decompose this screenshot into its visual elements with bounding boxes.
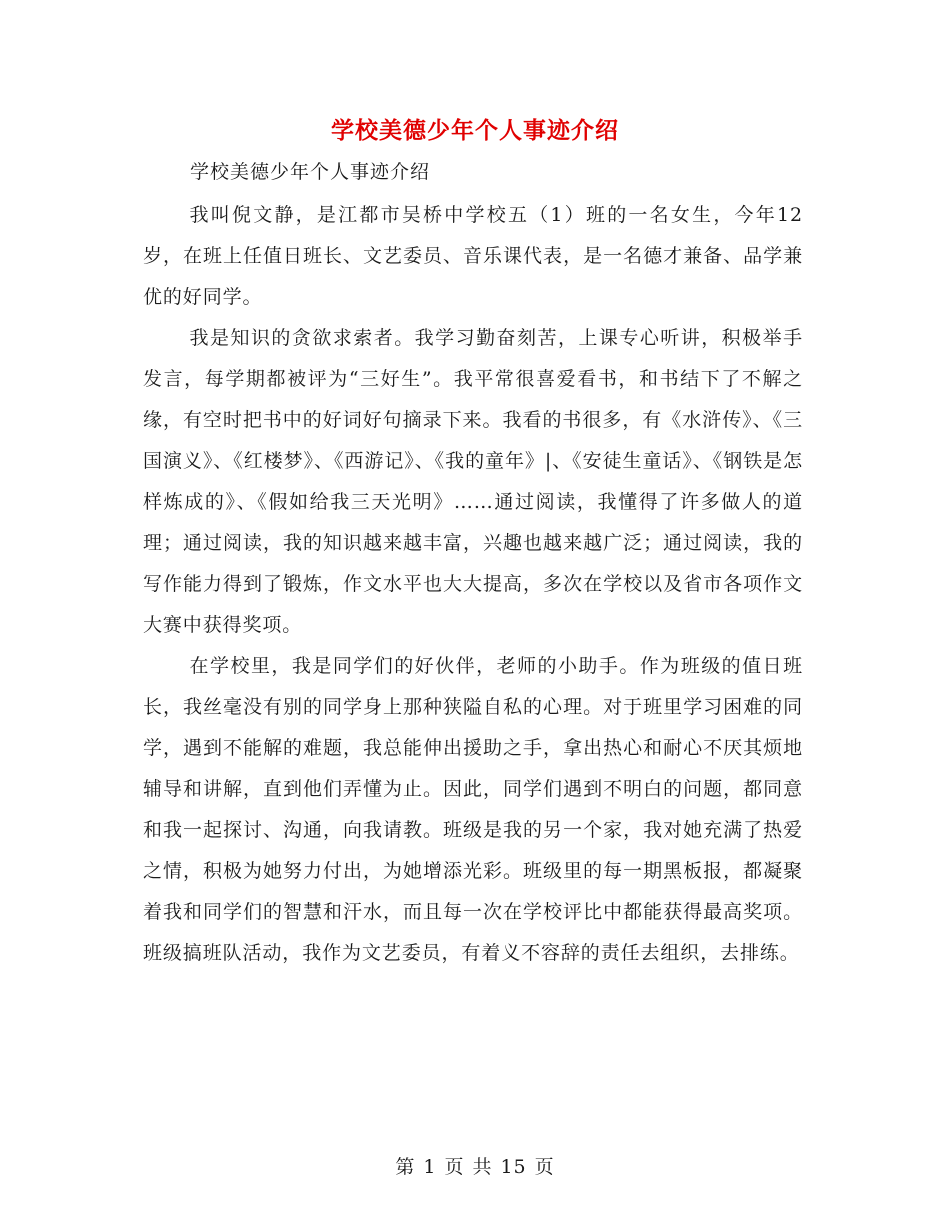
footer-total-pages: 15 bbox=[500, 1156, 527, 1178]
footer-current-page: 1 bbox=[423, 1156, 437, 1178]
paragraph-school: 在学校里，我是同学们的好伙伴，老师的小助手。作为班级的值日班长，我丝毫没有别的同学身上那种狭隘自私的心理。对于班里学习困难的同学，遇到不能解的难题，我总能伸出援助之手，拿出热心和耐心不厌其烦地辅导和讲解，直到他们弄懂为止。因此，同学们遇到不明白的问题，都同意和我一起探讨、沟通，向我请教。班级是我的另一个家，我对她充满了热爱之情，积极为她努力付出，为她增添光彩。班级里的每一期黑板报，都凝聚着我和同学们的智慧和汗水，而且每一次在学校评比中都能获得最高奖项。班级搞班队活动，我作为文艺委员，有着义不容辞的责任去组织，去排练。 bbox=[143, 655, 803, 964]
footer-prefix: 第 bbox=[395, 1156, 416, 1178]
paragraph-intro: 我叫倪文静，是江都市吴桥中学校五（1）班的一名女生，今年12岁，在班上任值日班长、文艺委员、音乐课代表，是一名德才兼备、品学兼优的好同学。 bbox=[143, 204, 803, 308]
page-footer bbox=[0, 1152, 950, 1179]
footer-total-prefix: 共 bbox=[472, 1156, 493, 1178]
footer-page-word: 页 bbox=[444, 1156, 465, 1178]
footer-total-suffix: 页 bbox=[534, 1156, 555, 1178]
document-subtitle: 学校美德少年个人事迹介绍 bbox=[190, 161, 431, 183]
document-title: 学校美德少年个人事迹介绍 bbox=[331, 117, 619, 144]
paragraph-reading: 我是知识的贪欲求索者。我学习勤奋刻苦，上课专心听讲，积极举手发言，每学期都被评为“三好生”。我平常很喜爱看书，和书结下了不解之缘，有空时把书中的好词好句摘录下来。我看的书很多，有《水浒传》、《三国演义》、《红楼梦》、《西游记》、《我的童年》|、《安徒生童话》、《钢铁是怎样炼成的》、《假如给我三天光明》……通过阅读，我懂得了许多做人的道理；通过阅读，我的知识越来越丰富，兴趣也越来越广泛；通过阅读，我的写作能力得到了锻炼，作文水平也大大提高，多次在学校以及省市各项作文大赛中获得奖项。 bbox=[143, 327, 803, 636]
document-body bbox=[143, 195, 803, 974]
